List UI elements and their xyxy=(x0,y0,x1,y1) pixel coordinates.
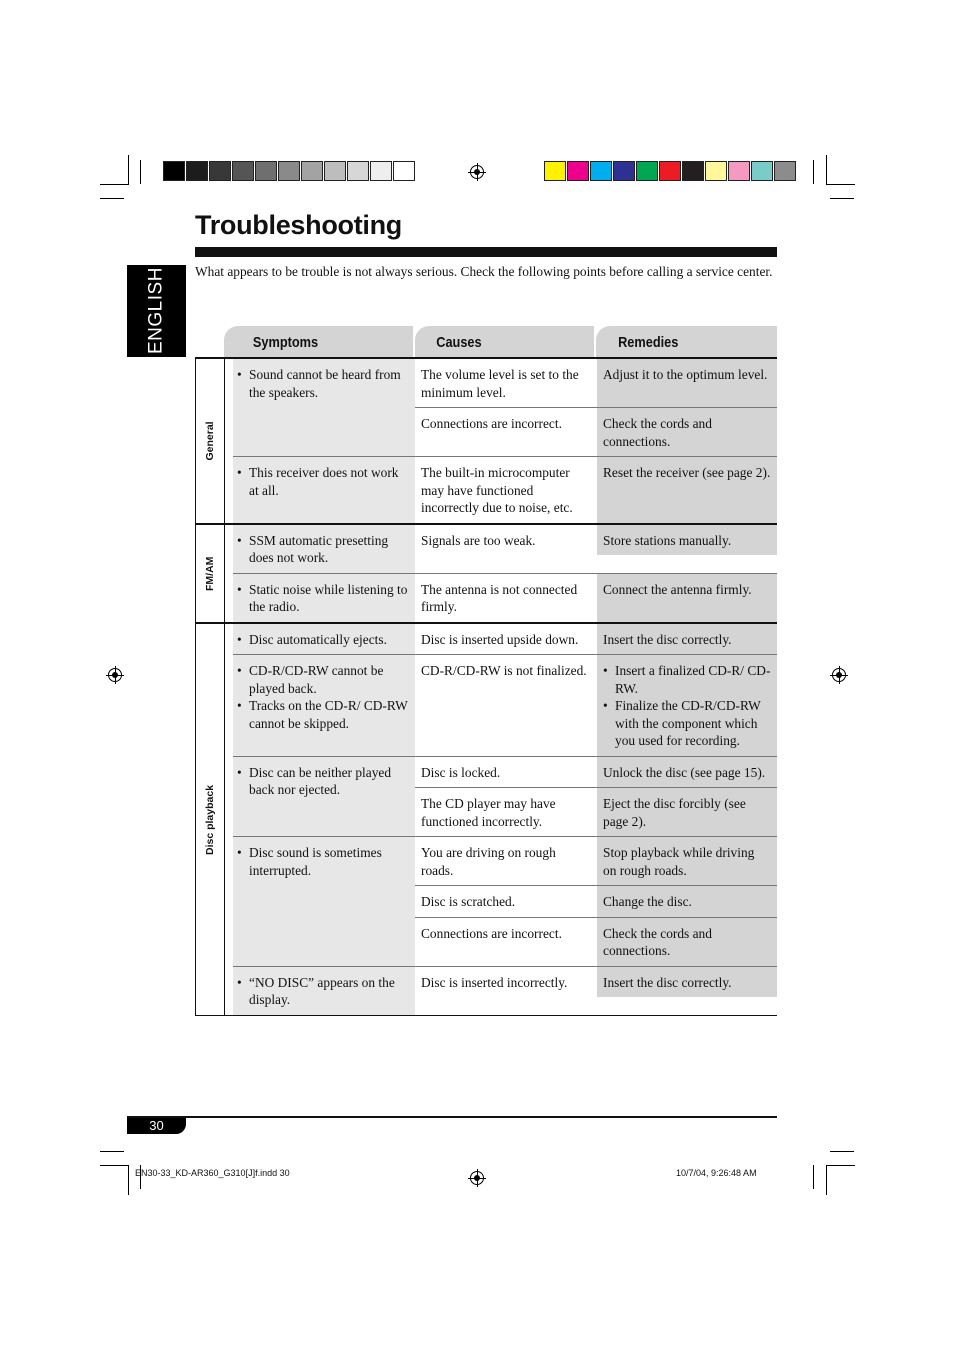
registration-mark-icon xyxy=(470,1171,484,1185)
symptom-cell xyxy=(233,525,415,573)
cause-row xyxy=(415,655,777,756)
symptom-text: “NO DISC” appears on the display. xyxy=(249,974,395,1007)
remedy-cell: Adjust it to the optimum level. xyxy=(597,359,777,407)
remedy-cell: Reset the receiver (see page 2). xyxy=(597,457,777,523)
cause-row xyxy=(415,757,777,788)
remedy-text: Finalize the CD-R/CD-RW with the component which you used for recording. xyxy=(615,698,761,748)
symptom-text: CD-R/CD-RW cannot be played back. xyxy=(249,663,384,696)
symptom-cell xyxy=(233,967,415,1015)
table-row xyxy=(233,966,777,1015)
symptom xyxy=(237,974,409,1009)
file-slug: EN30-33_KD-AR360_G310[J]f.indd 30 xyxy=(135,1168,290,1178)
cause-row xyxy=(415,574,777,622)
symptom-cell xyxy=(233,574,415,622)
table-row xyxy=(233,525,777,573)
bullet-icon: • xyxy=(603,663,608,678)
color-swatch xyxy=(255,161,277,181)
cause-row xyxy=(415,624,777,655)
remedy-cell: Eject the disc forcibly (see page 2). xyxy=(597,788,777,836)
symptom-cell xyxy=(233,757,415,837)
color-swatch xyxy=(163,161,185,181)
color-swatch xyxy=(278,161,300,181)
table-row xyxy=(233,456,777,523)
bullet-icon: • xyxy=(237,663,242,678)
cause-list xyxy=(415,574,777,622)
cause-row xyxy=(415,457,777,523)
group-label-cell xyxy=(195,624,225,1015)
cause-list xyxy=(415,525,777,573)
color-swatch xyxy=(659,161,681,181)
bullet-icon: • xyxy=(237,581,242,597)
color-swatch xyxy=(347,161,369,181)
bullet-icon: • xyxy=(237,698,242,713)
symptom-cell xyxy=(233,457,415,523)
color-swatch xyxy=(370,161,392,181)
symptom xyxy=(237,464,409,499)
symptom-text: Disc can be neither played back nor ejected. xyxy=(249,764,392,797)
symptom xyxy=(237,662,409,697)
header-symptoms: Symptoms xyxy=(224,326,413,358)
gray-color-bar xyxy=(163,161,416,183)
symptom xyxy=(237,631,409,649)
cause-cell: Disc is locked. xyxy=(415,757,597,788)
cause-row xyxy=(415,837,777,885)
symptom-text: Sound cannot be heard from the speakers. xyxy=(249,367,401,400)
cause-row xyxy=(415,917,777,966)
header-remedies: Remedies xyxy=(596,326,777,358)
color-swatch xyxy=(567,161,589,181)
remedy-cell xyxy=(597,655,777,756)
page-title: Troubleshooting xyxy=(195,210,402,240)
group-rows xyxy=(233,525,777,622)
header-causes: Causes xyxy=(415,326,594,358)
cause-list xyxy=(415,624,777,655)
symptom-text: This receiver does not work at all. xyxy=(249,465,399,498)
color-swatch xyxy=(751,161,773,181)
symptom xyxy=(237,581,409,616)
group-label: FM/AM xyxy=(204,555,216,591)
symptom-cell xyxy=(233,624,415,655)
cause-cell: Connections are incorrect. xyxy=(415,918,597,966)
cause-cell: Disc is inserted upside down. xyxy=(415,624,597,655)
remedy-cell: Insert the disc correctly. xyxy=(597,967,777,998)
bullet-icon: • xyxy=(237,764,242,780)
registration-mark-icon xyxy=(832,668,846,682)
cause-cell: The built-in microcomputer may have functioned incorrectly due to noise, etc. xyxy=(415,457,597,523)
color-bar xyxy=(544,161,797,183)
symptom-text: Tracks on the CD-R/ CD-RW cannot be skipped. xyxy=(249,698,408,731)
remedy-text: Insert a finalized CD-R/ CD-RW. xyxy=(615,663,771,696)
page-number: 30 xyxy=(127,1118,186,1134)
cause-list xyxy=(415,837,777,966)
color-swatch xyxy=(209,161,231,181)
cause-row xyxy=(415,407,777,456)
table-row xyxy=(233,654,777,756)
intro-text: What appears to be trouble is not always serious. Check the following points before calling a service center. xyxy=(195,264,773,279)
language-tab-label: ENGLISH xyxy=(145,267,167,355)
color-swatch xyxy=(636,161,658,181)
cause-cell: CD-R/CD-RW is not finalized. xyxy=(415,655,597,756)
registration-mark-icon xyxy=(108,668,122,682)
cause-cell: The CD player may have functioned incorrectly. xyxy=(415,788,597,836)
timestamp-slug: 10/7/04, 9:26:48 AM xyxy=(676,1168,757,1178)
color-swatch xyxy=(324,161,346,181)
color-swatch xyxy=(774,161,796,181)
bullet-icon: • xyxy=(237,845,242,860)
cause-cell: You are driving on rough roads. xyxy=(415,837,597,885)
bullet-icon: • xyxy=(237,465,242,480)
color-swatch xyxy=(544,161,566,181)
color-swatch xyxy=(705,161,727,181)
symptom xyxy=(237,532,409,567)
symptom xyxy=(237,697,409,732)
symptom-text: SSM automatic presetting does not work. xyxy=(249,532,389,565)
troubleshooting-table xyxy=(195,357,777,1016)
cause-row xyxy=(415,525,777,556)
registration-mark-icon xyxy=(470,165,484,179)
table-row xyxy=(233,836,777,966)
bullet-icon: • xyxy=(237,974,242,990)
group-label-cell xyxy=(195,359,225,523)
group-rows xyxy=(233,359,777,523)
table-group xyxy=(195,523,777,622)
remedy-cell: Unlock the disc (see page 15). xyxy=(597,757,777,788)
remedy xyxy=(603,697,771,750)
group-rows xyxy=(233,624,777,1015)
remedy-cell: Insert the disc correctly. xyxy=(597,624,777,655)
cause-list xyxy=(415,655,777,756)
remedy-cell: Change the disc. xyxy=(597,886,777,917)
cause-cell: The antenna is not connected firmly. xyxy=(415,574,597,622)
symptom-text: Static noise while listening to the radio. xyxy=(249,581,408,614)
symptom xyxy=(237,366,409,401)
bullet-icon: • xyxy=(603,698,608,713)
symptom-cell xyxy=(233,359,415,456)
remedy-cell: Connect the antenna firmly. xyxy=(597,574,777,622)
color-swatch xyxy=(393,161,415,181)
color-swatch xyxy=(232,161,254,181)
table-group xyxy=(195,622,777,1016)
color-swatch xyxy=(682,161,704,181)
group-label-cell xyxy=(195,525,225,622)
group-label: General xyxy=(204,421,216,461)
cause-row xyxy=(415,359,777,407)
cause-cell: The volume level is set to the minimum level. xyxy=(415,359,597,407)
cause-row xyxy=(415,885,777,917)
cause-row xyxy=(415,787,777,836)
table-row xyxy=(233,624,777,655)
table-group xyxy=(195,357,777,523)
remedy-cell: Store stations manually. xyxy=(597,525,777,556)
remedy xyxy=(603,662,771,697)
symptom-cell xyxy=(233,837,415,966)
remedy-cell: Stop playback while driving on rough roads. xyxy=(597,837,777,885)
color-swatch xyxy=(728,161,750,181)
color-swatch xyxy=(301,161,323,181)
cause-list xyxy=(415,757,777,837)
cause-list xyxy=(415,967,777,1015)
symptom xyxy=(237,844,409,879)
footer-rule xyxy=(127,1116,777,1118)
bullet-icon: • xyxy=(237,532,242,548)
cause-cell: Disc is inserted incorrectly. xyxy=(415,967,597,998)
group-label: Disc playback xyxy=(204,783,216,855)
bullet-icon: • xyxy=(237,367,242,382)
table-row xyxy=(233,756,777,837)
symptom-text: Disc sound is sometimes interrupted. xyxy=(249,845,382,878)
remedy-cell: Check the cords and connections. xyxy=(597,918,777,966)
table-row xyxy=(233,573,777,622)
cause-list xyxy=(415,457,777,523)
cause-cell: Disc is scratched. xyxy=(415,886,597,917)
color-swatch xyxy=(590,161,612,181)
title-rule xyxy=(195,247,777,257)
color-swatch xyxy=(613,161,635,181)
symptom-text: Disc automatically ejects. xyxy=(249,631,387,647)
remedy-cell: Check the cords and connections. xyxy=(597,408,777,456)
cause-cell: Connections are incorrect. xyxy=(415,408,597,456)
table-row xyxy=(233,359,777,456)
symptom xyxy=(237,764,409,799)
cause-list xyxy=(415,359,777,456)
bullet-icon: • xyxy=(237,631,242,647)
cause-row xyxy=(415,967,777,998)
symptom-cell xyxy=(233,655,415,756)
color-swatch xyxy=(186,161,208,181)
cause-cell: Signals are too weak. xyxy=(415,525,597,556)
